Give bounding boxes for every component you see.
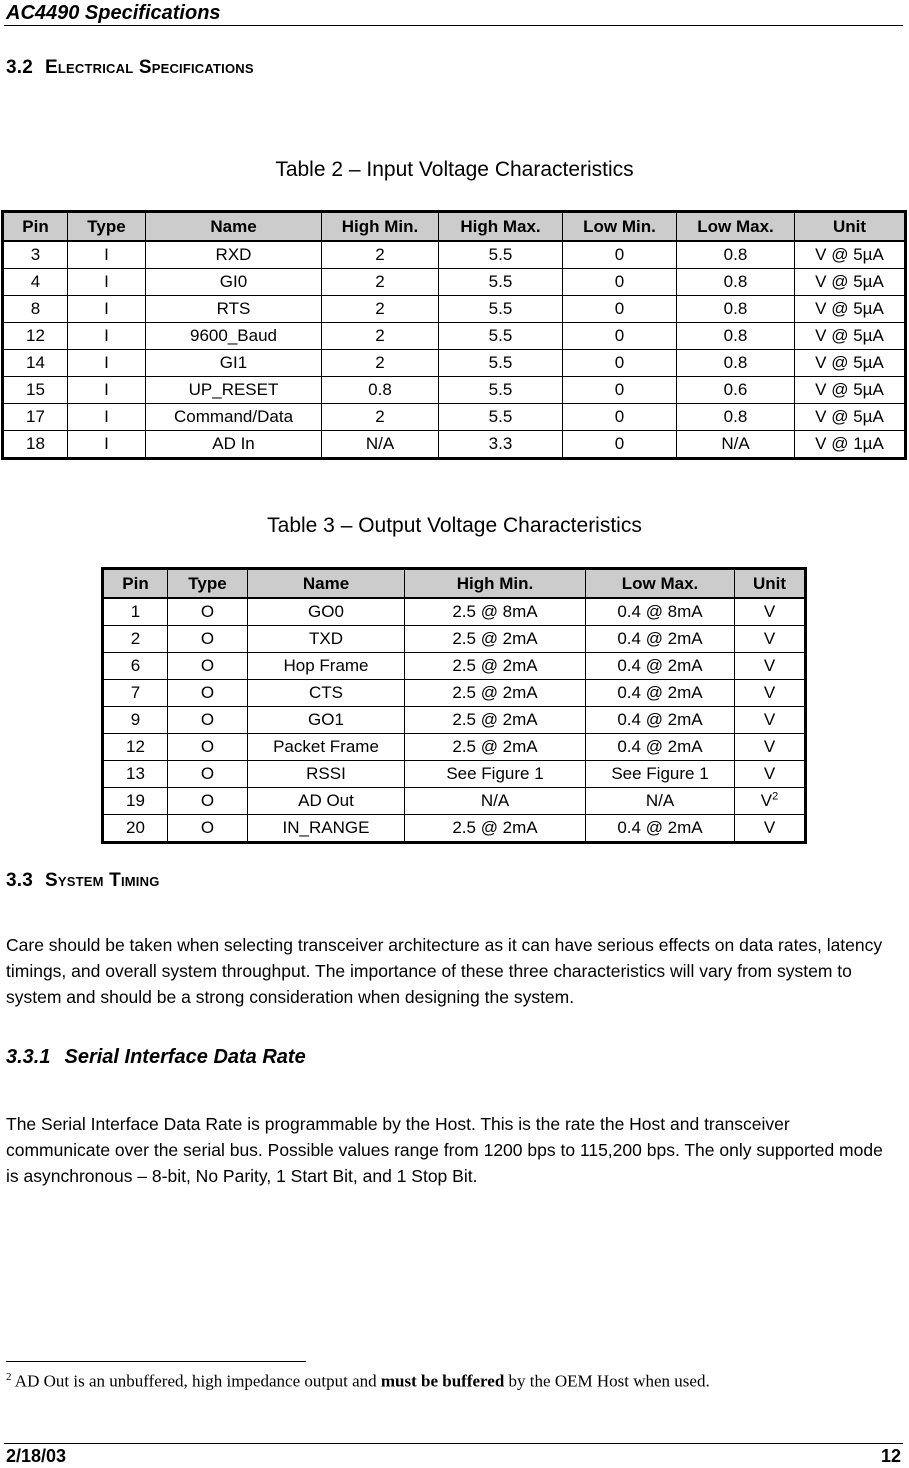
table-cell: [439, 323, 563, 350]
footnote-text-before: AD Out is an unbuffered, high impedance output and: [11, 1371, 381, 1391]
column-header: Low Max.: [677, 212, 795, 242]
serial-rate-paragraph: The Serial Interface Data Rate is programmable by the Host. This is the rate the Host and transceiver communicate over the serial bus. Possible values range from 1200 bps to 115,200 bps. The only supported mode is asynchronous – 8-bit, No Parity, 1 Start Bit, and 1 Stop Bit.: [6, 1114, 883, 1186]
cell-value: O: [200, 629, 215, 648]
footnote-text-after: by the OEM Host when used.: [504, 1371, 710, 1391]
table-row: [103, 707, 806, 734]
table-cell: [248, 788, 405, 815]
table-cell: [3, 296, 68, 323]
table-cell: [439, 431, 563, 459]
table-cell: [248, 707, 405, 734]
cell-value: Packet Frame: [273, 737, 379, 756]
table-cell: [322, 377, 439, 404]
table-cell: [405, 680, 586, 707]
input-voltage-table: [1, 210, 907, 460]
table-cell: [563, 431, 677, 459]
cell-value: V: [763, 602, 776, 621]
footnote: [6, 1371, 710, 1392]
column-header: High Min.: [405, 569, 586, 599]
table-cell: [322, 323, 439, 350]
cell-value: N/A: [480, 791, 510, 810]
cell-value: O: [200, 683, 215, 702]
cell-value: 3.3: [488, 434, 513, 453]
column-header: Low Max.: [586, 569, 735, 599]
table-row: [3, 350, 906, 377]
cell-value: I: [104, 353, 109, 372]
cell-value: 2: [130, 629, 141, 648]
table-cell: [248, 734, 405, 761]
cell-value: 5.5: [488, 380, 513, 399]
cell-value: 0: [614, 380, 625, 399]
cell-value: 0: [614, 353, 625, 372]
cell-value: RXD: [215, 245, 252, 264]
table-cell: [168, 626, 248, 653]
section-number: 3.3: [6, 870, 34, 891]
column-header: Type: [168, 569, 248, 599]
table-cell: [248, 626, 405, 653]
cell-value: 0.4 @ 2mA: [617, 818, 703, 837]
section-3-2-heading: [6, 57, 254, 79]
cell-value: I: [104, 299, 109, 318]
table-cell: [795, 241, 906, 269]
column-header: Pin: [3, 212, 68, 242]
cell-value: N/A: [365, 434, 395, 453]
table-cell: [735, 815, 806, 843]
table-cell: [677, 431, 795, 459]
cell-value: 5.5: [488, 299, 513, 318]
table-cell: [563, 377, 677, 404]
cell-value: 0.4 @ 2mA: [617, 737, 703, 756]
table-cell: [405, 598, 586, 626]
table-cell: [586, 598, 735, 626]
cell-value: 2.5 @ 2mA: [452, 737, 538, 756]
table-cell: [103, 788, 168, 815]
cell-value: 18: [26, 434, 45, 453]
table-cell: [322, 296, 439, 323]
table-cell: [795, 296, 906, 323]
table-cell: [586, 653, 735, 680]
table-cell: [103, 734, 168, 761]
table-cell: [405, 734, 586, 761]
section-3-3-heading: [6, 870, 160, 892]
table-cell: [677, 269, 795, 296]
table-cell: [405, 761, 586, 788]
cell-value: 15: [26, 380, 45, 399]
table-cell: [103, 815, 168, 843]
table-cell: [439, 377, 563, 404]
cell-value: V @ 1µA: [815, 434, 884, 453]
table-cell: [795, 350, 906, 377]
cell-value: 0: [614, 245, 625, 264]
table-cell: [168, 707, 248, 734]
cell-value: 8: [30, 299, 41, 318]
table-row: [103, 815, 806, 843]
cell-value: 20: [126, 818, 145, 837]
table-cell: [68, 431, 146, 459]
table-cell: [3, 431, 68, 459]
column-header: High Min.: [322, 212, 439, 242]
table-cell: [735, 734, 806, 761]
table-cell: [677, 377, 795, 404]
table-cell: [3, 377, 68, 404]
table-cell: [677, 241, 795, 269]
cell-value: V @ 5µA: [815, 326, 884, 345]
table-cell: [735, 680, 806, 707]
cell-value: O: [200, 602, 215, 621]
cell-value: V: [763, 683, 776, 702]
subsection-number: 3.3.1: [6, 1046, 51, 1068]
table-cell: [795, 431, 906, 459]
section-number: 3.2: [6, 57, 34, 78]
cell-value: 2: [375, 299, 385, 318]
table-cell: [735, 653, 806, 680]
cell-value: V @ 5µA: [815, 299, 884, 318]
cell-value: See Figure 1: [446, 764, 544, 783]
cell-value: O: [200, 764, 215, 783]
footnote-bold-text: must be buffered: [380, 1371, 505, 1391]
cell-value: 6: [130, 656, 141, 675]
cell-value: 0.8: [723, 326, 748, 345]
table-cell: [563, 269, 677, 296]
table-row: [103, 761, 806, 788]
cell-value: 9600_Baud: [190, 326, 277, 345]
cell-value: O: [200, 791, 215, 810]
cell-value: O: [200, 818, 215, 837]
cell-value: I: [104, 407, 109, 426]
table-cell: [248, 680, 405, 707]
cell-value: I: [104, 245, 109, 264]
header-rule: [4, 25, 903, 26]
table-cell: [322, 404, 439, 431]
cell-value: GI0: [219, 272, 248, 291]
section-title: Electrical Specifications: [45, 57, 254, 78]
column-header: Low Min.: [563, 212, 677, 242]
cell-value: 5.5: [488, 407, 513, 426]
section-title: System Timing: [45, 870, 160, 891]
table-row: [3, 323, 906, 350]
cell-value: 0: [614, 326, 625, 345]
table-row: [3, 269, 906, 296]
cell-value: 2: [375, 407, 385, 426]
cell-value: V: [763, 764, 776, 783]
table-cell: [168, 761, 248, 788]
table-cell: [586, 626, 735, 653]
table-cell: [735, 626, 806, 653]
table-cell: [586, 680, 735, 707]
table-cell: [146, 377, 322, 404]
cell-value: 0: [614, 407, 625, 426]
table-cell: [146, 269, 322, 296]
table-cell: [322, 350, 439, 377]
table-2-caption: Table 2 – Input Voltage Characteristics: [275, 158, 634, 181]
cell-value: 7: [130, 683, 141, 702]
cell-value: 2.5 @ 8mA: [452, 602, 538, 621]
table-cell: [3, 241, 68, 269]
table-cell: [168, 680, 248, 707]
cell-value: V: [763, 656, 776, 675]
cell-value: V @ 5µA: [815, 380, 884, 399]
cell-value: V: [763, 818, 776, 837]
table-cell: [405, 653, 586, 680]
table-cell: [248, 815, 405, 843]
cell-value: 2.5 @ 2mA: [452, 629, 538, 648]
table-cell: [586, 815, 735, 843]
cell-value: 9: [130, 710, 141, 729]
column-header: Name: [248, 569, 405, 599]
table-cell: [795, 269, 906, 296]
table-cell: [3, 269, 68, 296]
table-cell: [168, 788, 248, 815]
cell-value: V: [763, 629, 776, 648]
cell-value: 0.6: [723, 380, 748, 399]
table-cell: [146, 404, 322, 431]
subsection-title: Serial Interface Data Rate: [64, 1046, 306, 1068]
cell-value: I: [104, 272, 109, 291]
cell-value: 5.5: [488, 272, 513, 291]
table-cell: [405, 788, 586, 815]
cell-value: V @ 5µA: [815, 245, 884, 264]
table-row: [3, 241, 906, 269]
table-cell: [735, 707, 806, 734]
table-cell: [405, 626, 586, 653]
footer-rule: [4, 1443, 903, 1444]
table-3-caption: Table 3 – Output Voltage Characteristics: [267, 514, 642, 537]
cell-value: GI1: [219, 353, 248, 372]
cell-value: 0: [614, 299, 625, 318]
column-header: Name: [146, 212, 322, 242]
page-number: 12: [880, 1446, 901, 1466]
table-row: [3, 404, 906, 431]
table-row: [3, 431, 906, 459]
table-cell: [103, 707, 168, 734]
document-header-title: AC4490 Specifications: [6, 2, 221, 24]
footer-date: 2/18/03: [6, 1446, 67, 1466]
cell-value: 1: [130, 602, 141, 621]
table-cell: [586, 761, 735, 788]
table-row: [103, 788, 806, 815]
cell-value: CTS: [309, 683, 343, 702]
table-cell: [795, 377, 906, 404]
cell-value: AD In: [212, 434, 255, 453]
table-cell: [168, 653, 248, 680]
cell-value: 5.5: [488, 326, 513, 345]
table-cell: [3, 404, 68, 431]
table-cell: [563, 323, 677, 350]
column-header: High Max.: [439, 212, 563, 242]
table-cell: [735, 598, 806, 626]
cell-value: RTS: [216, 299, 251, 318]
cell-value: GO1: [308, 710, 344, 729]
cell-value: V @ 5µA: [815, 407, 884, 426]
table-cell: [68, 241, 146, 269]
table-cell: [168, 734, 248, 761]
table-cell: [146, 350, 322, 377]
column-header: Unit: [795, 212, 906, 242]
table-cell: [322, 269, 439, 296]
table-cell: [146, 323, 322, 350]
cell-value: I: [104, 380, 109, 399]
table-cell: [586, 707, 735, 734]
table-cell: [439, 404, 563, 431]
cell-value: V: [763, 737, 776, 756]
table-cell: [735, 761, 806, 788]
table-cell: [103, 761, 168, 788]
table-cell: [677, 296, 795, 323]
cell-value: 2.5 @ 2mA: [452, 683, 538, 702]
cell-value: 0.4 @ 2mA: [617, 683, 703, 702]
cell-value: 2: [375, 353, 385, 372]
table-cell: [586, 788, 735, 815]
table-cell: [439, 350, 563, 377]
column-header: Type: [68, 212, 146, 242]
table-cell: [795, 323, 906, 350]
table-cell: [168, 598, 248, 626]
cell-value: N/A: [721, 434, 750, 453]
table-cell: [677, 404, 795, 431]
cell-value: 0: [614, 434, 625, 453]
table-cell: [68, 269, 146, 296]
column-header: Unit: [735, 569, 806, 599]
cell-value: V @ 5µA: [815, 353, 884, 372]
cell-value: Hop Frame: [283, 656, 369, 675]
table-cell: [103, 680, 168, 707]
cell-value: UP_RESET: [188, 380, 279, 399]
table-cell: [103, 598, 168, 626]
cell-value: 4: [30, 272, 41, 291]
table-cell: [439, 269, 563, 296]
cell-value: 2.5 @ 2mA: [452, 818, 538, 837]
cell-value: V @ 5µA: [815, 272, 884, 291]
cell-value: 0.4 @ 2mA: [617, 710, 703, 729]
cell-value: 0: [614, 272, 625, 291]
table-cell: [248, 761, 405, 788]
table-cell: [563, 241, 677, 269]
cell-value: 17: [26, 407, 45, 426]
cell-value: I: [104, 326, 109, 345]
cell-value: I: [104, 434, 109, 453]
table-row: [103, 734, 806, 761]
table-cell: [146, 431, 322, 459]
table-cell: [405, 815, 586, 843]
cell-value: 2: [375, 245, 385, 264]
table-row: [3, 296, 906, 323]
cell-value: N/A: [645, 791, 675, 810]
cell-value: O: [200, 737, 215, 756]
cell-value: V: [760, 791, 773, 810]
cell-value: IN_RANGE: [282, 818, 370, 837]
table-row: [103, 680, 806, 707]
table-cell: [677, 323, 795, 350]
table-cell: [563, 350, 677, 377]
footnote-marker: 2: [6, 1371, 12, 1383]
cell-value: 2: [375, 326, 385, 345]
cell-value: 14: [26, 353, 45, 372]
table-cell: [68, 377, 146, 404]
table-row: [103, 598, 806, 626]
column-header: Pin: [103, 569, 168, 599]
table-cell: [68, 404, 146, 431]
cell-value: 2.5 @ 2mA: [452, 656, 538, 675]
cell-value: 12: [126, 737, 145, 756]
system-timing-paragraph: Care should be taken when selecting transceiver architecture as it can have serious effects on data rates, latency timings, and overall system throughput. The importance of these three characteristics will vary from system to system and should be a strong consideration when designing the system.: [6, 935, 883, 1007]
table-cell: [439, 296, 563, 323]
cell-value: O: [200, 710, 215, 729]
cell-value: 19: [126, 791, 145, 810]
table-cell: [563, 404, 677, 431]
table-cell: [735, 788, 806, 815]
cell-value: 5.5: [488, 245, 513, 264]
cell-value: 2.5 @ 2mA: [452, 710, 538, 729]
table-cell: [439, 241, 563, 269]
table-cell: [586, 734, 735, 761]
cell-value: 13: [126, 764, 145, 783]
cell-value: 3: [30, 245, 41, 264]
cell-value: TXD: [309, 629, 343, 648]
table-cell: [677, 350, 795, 377]
table-cell: [3, 350, 68, 377]
cell-value: AD Out: [298, 791, 354, 810]
cell-value: 0.8: [723, 299, 748, 318]
cell-value: 12: [26, 326, 45, 345]
table-cell: [103, 626, 168, 653]
cell-value: V: [763, 710, 776, 729]
cell-value: 0.4 @ 8mA: [617, 602, 703, 621]
cell-value: 0.8: [723, 353, 748, 372]
table-row: [103, 626, 806, 653]
table-cell: [103, 653, 168, 680]
cell-value: 0.4 @ 2mA: [617, 629, 703, 648]
table-cell: [322, 241, 439, 269]
section-3-3-1-heading: [6, 1046, 306, 1069]
table-cell: [405, 707, 586, 734]
table-cell: [322, 431, 439, 459]
cell-value: 0.8: [723, 407, 748, 426]
table-cell: [248, 598, 405, 626]
cell-value: 0.8: [368, 380, 392, 399]
cell-value: GO0: [308, 602, 344, 621]
table-cell: [68, 296, 146, 323]
table-cell: [68, 350, 146, 377]
table-row: [3, 377, 906, 404]
table-row: [103, 653, 806, 680]
table-cell: [146, 296, 322, 323]
cell-value: 0.8: [723, 272, 748, 291]
cell-value: 0.4 @ 2mA: [617, 656, 703, 675]
cell-value: 5.5: [488, 353, 513, 372]
output-voltage-table: [101, 567, 807, 844]
table-cell: [563, 296, 677, 323]
cell-value: 0.8: [723, 245, 748, 264]
cell-value: Command/Data: [173, 407, 294, 426]
table-cell: [248, 653, 405, 680]
table-cell: [3, 323, 68, 350]
table-cell: [168, 815, 248, 843]
cell-value: See Figure 1: [611, 764, 709, 783]
cell-value: RSSI: [306, 764, 346, 783]
cell-value: 2: [375, 272, 385, 291]
table-cell: [146, 241, 322, 269]
table-cell: [795, 404, 906, 431]
footnote-rule: [6, 1361, 306, 1362]
table-cell: [68, 323, 146, 350]
cell-value: O: [200, 656, 215, 675]
footnote-reference: 2: [772, 790, 779, 803]
